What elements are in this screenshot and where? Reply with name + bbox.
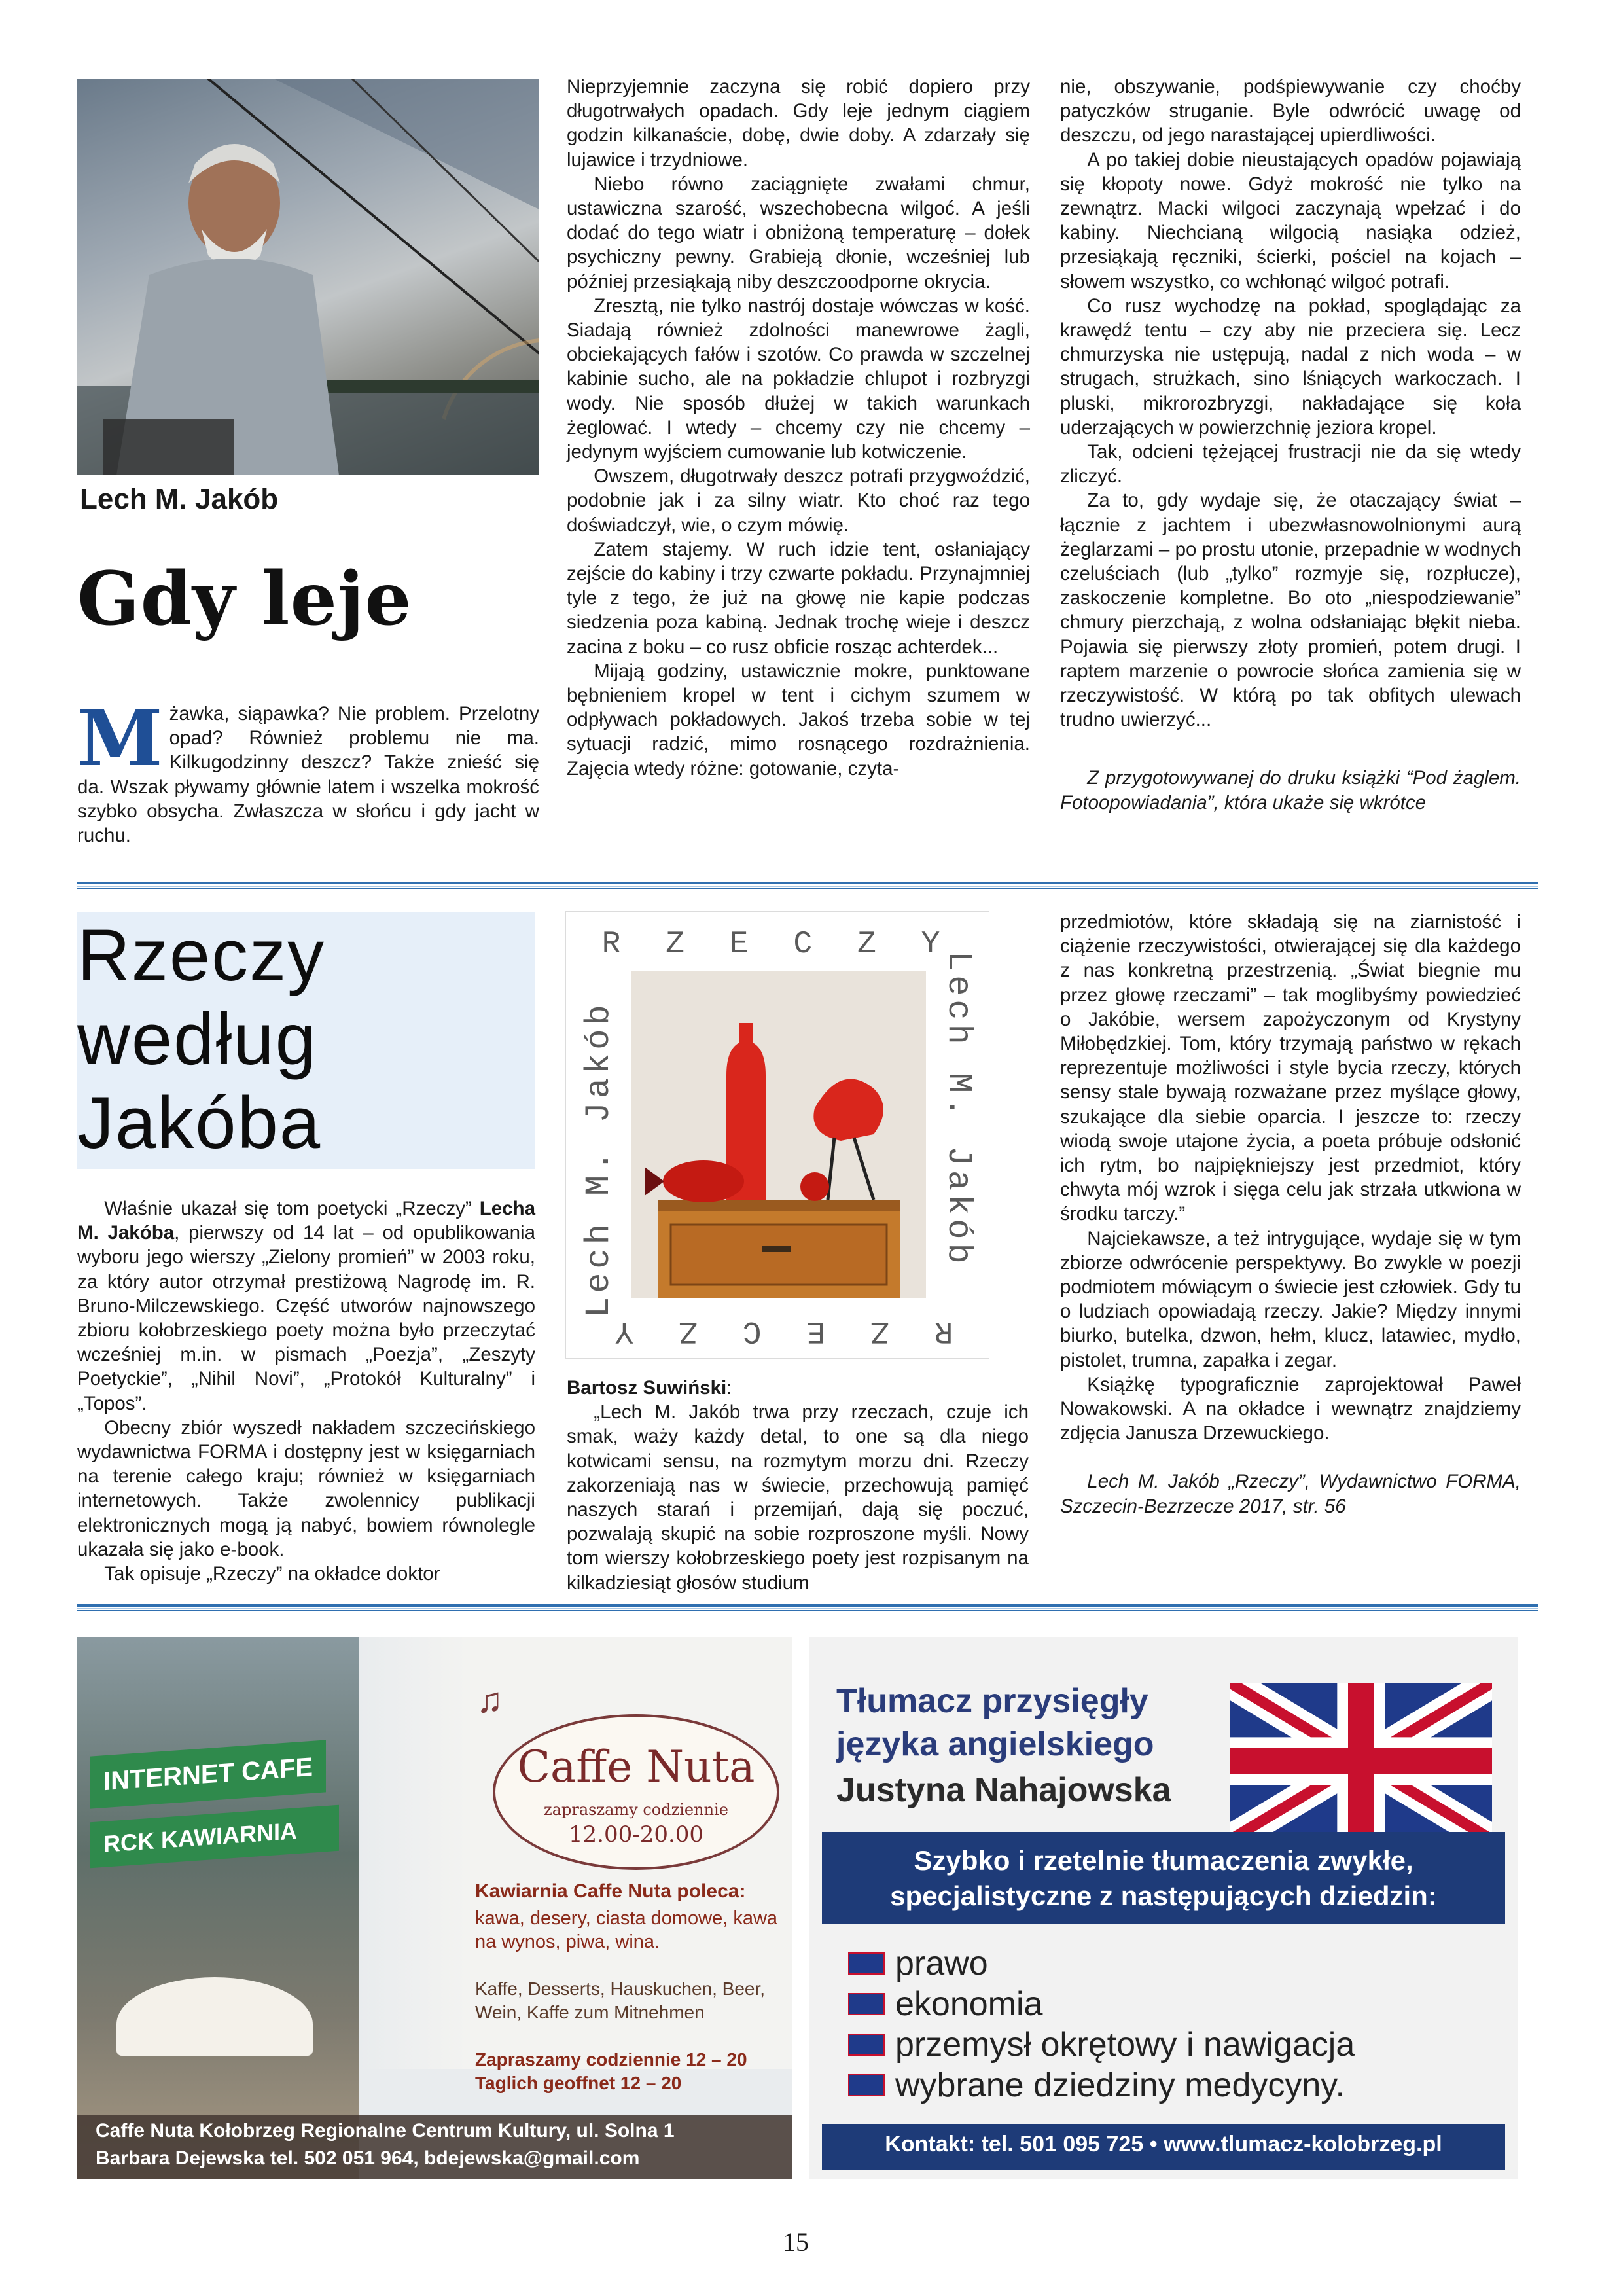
reviewer-line [567, 1376, 1029, 1400]
text-span: Właśnie ukazał się tom poetycki „Rzeczy” [104, 1198, 480, 1219]
article2-column-3 [1060, 910, 1521, 1518]
uk-flag-bullet-icon [848, 1993, 885, 2015]
paragraph: Najciekawsze, a też intrygujące, wydaje się w tym zbiorze odwrócenie perspektywy. Bo zwykle w poezji podmiotem mówiącym o świecie jest człowiek. Gdy tu o ludziach opowiadają rzeczy. Jakie? Między innymi biurko, butelka, dzwon, hełm, klucz, latawiec, mydło, pistolet, trumna, zapałka i zegar. [1060, 1227, 1521, 1371]
uk-flag-bullet-icon [848, 2034, 885, 2056]
paragraph: nie, obszywanie, podśpiewywanie czy choćby patyczków struganie. Byle odwrócić uwagę od deszczu, od jego narastającej upierdliwości. [1060, 76, 1521, 147]
uk-flag-bullet-icon [848, 2074, 885, 2096]
paragraph: Zresztą, nie tylko nastrój dostaje wówczas w kość. Siadają również zdolności manewrowe żagli, obciekających fałów i szotów. Co prawda w szczelnej kabinie sucho, ale na pokładzie chlupot i rozbryzgi wody. Nie sposób dłużej w takich warunkach żeglować. I wtedy – chcemy czy nie chcemy – jedynym wyjściem cumowanie lub kotwiczenie. [567, 295, 1030, 463]
article1-author: Lech M. Jakób [80, 483, 279, 515]
paragraph: A po takiej dobie nieustających opadów pojawiają się kłopoty nowe. Gdyż mokrość nie tylko na zewnątrz. Macki wilgoci zaczynają wpełzać i do kabiny. Niechcianą wilgocią nasiąka odzież, przesiąkają ręczniki, ścierki, pościel na kojach – słowem wszystko, co wchłonąć wilgoć potrafi. [1060, 149, 1521, 293]
cafe-hours: 12.00-20.00 [568, 1821, 704, 1848]
ad-translator [809, 1637, 1518, 2179]
title-line: Rzeczy [77, 914, 326, 996]
section-divider [77, 1604, 1538, 1611]
field-label: prawo [895, 1945, 988, 1982]
article1-intro-text: żawka, siąpawka? Nie problem. Przelotny opad? Również problemu nie ma. Kilkugodzinny deszcz? Także znieść się da. Wszak pływamy głównie latem i wszelka mokrość szybko obsycha. Zwłaszcza w słońcu i gdy jacht w ruchu. [77, 703, 539, 847]
reviewer-name: Bartosz Suwiński [567, 1377, 727, 1399]
sailor-photo-illustration [77, 79, 539, 475]
text-span: , pierwszy od 14 lat – od opublikowania wyboru jego wierszy „Zielony promień” w 2003 roku, za który autor otrzymał prestiżową Nagrodę im. R. Bruno-Milczewskiego. Część utworów najnowszego zbioru kołobrzeskiego poety można było przeczytać wcześniej m.in. w pismach „Poezja”, „Zeszyty Poetyckie”, „Nihil Novi”, „Protokół Kulturalny” i „Topos”. [77, 1222, 535, 1414]
paragraph: Niebo równo zaciągnięte zwałami chmur, ustawiczna szarość, wszechobecna wilgoć. A jeśli dodać do tego wiatr i obniżoną temperaturę – dołek psychiczny pewny. Grabieją dłonie, wcześniej lub później przesiąkają niby deszczoodporne okrycia. [567, 173, 1030, 293]
cover-title-top: R Z E C Z Y [601, 927, 953, 962]
field-label: wybrane dziedziny medycyny. [895, 2066, 1345, 2104]
article1-title: Gdy leje [77, 556, 412, 642]
section-divider [77, 882, 1538, 889]
paragraph: Obecny zbiór wyszedł nakładem szczecińskiego wydawnictwa FORMA i dostępny jest w księgarniach na terenie całego kraju; również w księgarniach internetowych. Także zwolennicy publikacji elektronicznych mogą ją nabyć, bowiem równolegle ukazała się jako e-book. [77, 1416, 535, 1560]
cover-author-left: Lech M. Jakób [580, 1001, 618, 1318]
music-note-icon: ♫ [476, 1681, 503, 1720]
cafe-menu-de: Kaffe, Desserts, Hauskuchen, Beer, Wein, Kaffe zum Mitnehmen [475, 1979, 766, 2022]
cover-title-bottom: R Z E C Z Y [601, 1313, 953, 1348]
paragraph: Mijają godziny, ustawicznie mokre, punktowane bębnieniem kropel w tent i cichym szumem w odpływach pokładowych. Jakoś trzeba sobie w tej sytuacji radzić, mimo rosnącego rozdrażnienia. Zajęcia wtedy różne: gotowanie, czyta- [567, 660, 1030, 780]
cafe-logo-name: Caffe Nuta [517, 1742, 755, 1792]
list-item [848, 1984, 1502, 2024]
translator-tagline-1: Szybko i rzetelnie tłumaczenia zwykłe, [914, 1845, 1413, 1876]
paragraph: Za to, gdy wydaje się, że otaczający świat – łącznie z jachtem i ubezwłasnowolnionymi aurą żeglarzami – po prostu utonie, przepadnie w wodnych czeluściach (lub „tylko” rozmyje się, rozpłucze), zaskoczenie kompletne. Bo oto „niespodziewanie” chmury pierzchają, z wolna odsłaniając błękit nieba. Pojawia się pierwszy złoty promień, potem drugi. I raptem marzenie o powrocie słońca zamienia się w rzeczywistość. W którą po tak obfitych ulewach trudno uwierzyć... [1060, 490, 1521, 731]
article1-footnote: Z przygotowywanej do druku książki “Pod żaglem. Fotoopowiadania”, która ukaże się wkrótce [1060, 767, 1521, 814]
title-line: Jakóba [77, 1082, 322, 1164]
field-label: przemysł okrętowy i nawigacja [895, 2026, 1355, 2064]
translator-tagline-2: specjalistyczne z następujących dziedzin: [890, 1880, 1437, 1911]
cafe-building-photo [77, 1637, 359, 2179]
book-cover-illustration [566, 912, 989, 1358]
translator-name: Justyna Nahajowska [836, 1771, 1171, 1809]
uk-flag-icon [1230, 1683, 1492, 1840]
paragraph: Zatem stajemy. W ruch idzie tent, osłaniający zejście do kabiny i trzy czwarte pokładu. Przynajmniej tyle z tego, że już na głowę nie kapie podczas siedzenia poza kabiną. Jednak trochę wieje i deszcz zacina z boku – co rusz obficie rosząc achterdek... [567, 538, 1030, 658]
cafe-footer-address: Caffe Nuta Kołobrzeg Regionalne Centrum Kultury, ul. Solna 1 [96, 2120, 675, 2142]
paragraph: Tak, odcieni tężejącej frustracji nie da się wtedy zliczyć. [1060, 441, 1521, 488]
cafe-open-pl: Zapraszamy codziennie 12 – 20 [475, 2049, 747, 2070]
sign-rck-kawiarnia: RCK KAWIARNIA [90, 1805, 339, 1869]
uk-flag-bullet-icon [848, 1952, 885, 1975]
paragraph: Nieprzyjemnie zaczyna się robić dopiero przy długotrwałych opadach. Gdy leje jednym ciągiem godzin kilkanaście, dobę, dwie doby. A zdarzały się lujawice i trzydniowe. [567, 76, 1030, 171]
cafe-footer-contact: Barbara Dejewska tel. 502 051 964, bdejewska@gmail.com [96, 2147, 640, 2169]
article2-column-1 [77, 1196, 535, 1586]
book-cover-rzeczy [565, 911, 989, 1359]
cover-author-right: Lech M. Jakób [939, 951, 978, 1268]
title-line: według [77, 998, 317, 1080]
ad-caffe-nuta [77, 1637, 792, 2179]
list-item [848, 2065, 1502, 2106]
paragraph: Książkę typograficznie zaprojektował Paweł Nowakowski. A na okładce i wewnątrz znajdziemy zdjęcia Janusza Drzewuckiego. [1060, 1373, 1521, 1444]
cafe-menu-pl: kawa, desery, ciasta domowe, kawa na wynos, piwa, wina. [475, 1908, 778, 1952]
translator-title-1: Tłumacz przysięgły [836, 1682, 1148, 1720]
list-item [848, 1943, 1502, 1984]
article2-column-2 [567, 1376, 1029, 1595]
dropcap-letter: M [77, 692, 163, 783]
article1-intro [77, 692, 539, 848]
paragraph: przedmiotów, które składają się na ziarnistość i ciążenie rzeczywistości, otwierającej się dla każdego z nas konkretną przestrzenią. „Świat biegnie mu przez głowę rzeczami” – tak moglibyśmy powiedzieć o Jakóbie, wersem zapożyczonym od Krystyny Miłobędzkiej. Tom, który trzymają państwo w rękach reprezentuje możliwości i style bycia rzeczy, których sensy stale bywają rozważane przez myślące głowy, szukające dla siebie oparcia. I jeszcze to: rzeczy wiodą swoje utajone życia, a poeta próbuje odsłonić ich rytm, bo najpiękniejszy jest przedmiot, który chwyta mój wzrok i sięga celu jak strzała utkwiona w środku tarczy.” [1060, 911, 1521, 1225]
article2-bibliography: Lech M. Jakób „Rzeczy”, Wydawnictwo FORMA, Szczecin-Bezrzecze 2017, str. 56 [1060, 1471, 1521, 1517]
cafe-invite: zapraszamy codziennie [544, 1801, 728, 1819]
paragraph: Owszem, długotrwały deszcz potrafi przygwoździć, podobnie jak i za silny wiatr. Kto choć raz tego doświadczył, wie, o czym mówię. [567, 465, 1030, 536]
article1-column-2 [567, 75, 1030, 781]
reviewer-colon: : [726, 1377, 732, 1399]
paragraph: Co rusz wychodzę na pokład, spoglądając za krawędź tentu – czy aby nie przeciera się. Lecz chmurzyska nie ustępują, nadal z nich woda – w strugach, strużkach, sino lśniących warkoczach. I pluski, mikrorozbryzgi, nakładające się koła uderzających w powierzchnię jeziora kropel. [1060, 295, 1521, 439]
cafe-open-de: Taglich geoffnet 12 – 20 [475, 2073, 682, 2093]
author-photo-sailing [77, 79, 539, 475]
translator-contact: Kontakt: tel. 501 095 725 • www.tlumacz-kolobrzeg.pl [885, 2132, 1442, 2157]
page-number: 15 [783, 2227, 809, 2257]
sign-internet-cafe: INTERNET CAFE [90, 1740, 326, 1808]
author-name-bold: Lecha M. Jakóba [77, 1198, 535, 1244]
cafe-recommends: Kawiarnia Caffe Nuta poleca: [475, 1880, 746, 1902]
translator-title-2: języka angielskiego [836, 1725, 1154, 1763]
article2-title [77, 914, 325, 1165]
list-item [848, 2024, 1502, 2065]
paragraph [77, 1196, 535, 1416]
paragraph: Tak opisuje „Rzeczy” na okładce doktor [104, 1563, 440, 1585]
field-label: ekonomia [895, 1985, 1043, 2023]
review-quote: „Lech M. Jakób trwa przy rzeczach, czuje ich smak, waży każdy detal, to one są dla niego kotwicami sensu, na rozmytym morzu dni. Rzeczy zakorzeniają nas w świecie, przechowują pamięć naszych starań i przemijań, dają się poczuć, pozwalają skupić na sobie rozproszone myśli. Nowy tom wierszy kołobrzeskiego poety jest rozpisanym na kilkadziesiąt głosów studium [567, 1401, 1029, 1594]
article1-column-3 [1060, 75, 1521, 815]
translator-fields-list [848, 1943, 1502, 2106]
